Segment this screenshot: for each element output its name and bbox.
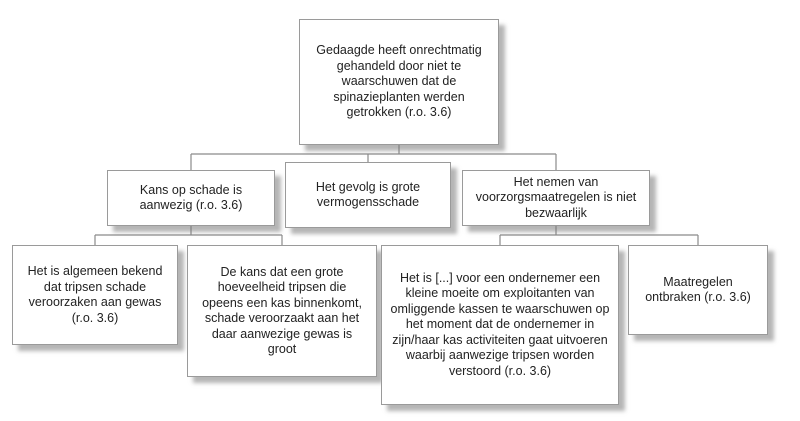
- node-gevolg: [285, 162, 451, 228]
- node-kans-op-schade-text: Kans op schade is aanwezig (r.o. 3.6): [139, 182, 243, 212]
- node-kleine-moeite-text: Het is [...] voor een ondernemer een kleine moeite om exploitanten van omliggende kassen te waarschuwen op het moment dat de ondernemer in zijn/haar kas activiteiten gaat uitvoeren waarbij aanwezige tripsen worden verstoord (r.o. 3.6): [390, 270, 610, 378]
- node-algemeen-bekend: [12, 245, 178, 345]
- node-maatregelen-ontbraken: [628, 245, 768, 335]
- node-kans-op-schade: [107, 170, 275, 226]
- node-algemeen-bekend-text: Het is algemeen bekend dat tripsen schade veroorzaken aan gewas (r.o. 3.6): [27, 264, 163, 325]
- node-kleine-moeite: [381, 245, 619, 405]
- node-gevolg-text: Het gevolg is grote vermogensschade: [315, 179, 421, 209]
- node-kans-tripsen-text: De kans dat een grote hoeveelheid tripsen die opeens een kas binnenkomt, schade veroorzaakt aan het daar aanwezige gewas is groot: [202, 264, 362, 356]
- node-kans-tripsen: [187, 245, 377, 377]
- root-node: [299, 19, 499, 145]
- node-maatregelen-ontbraken-text: Maatregelen ontbraken (r.o. 3.6): [645, 274, 751, 304]
- node-voorzorgsmaatregelen: [462, 170, 650, 226]
- node-voorzorgsmaatregelen-text: Het nemen van voorzorgsmaatregelen is niet bezwaarlijk: [475, 174, 637, 220]
- root-node-text: Gedaagde heeft onrechtmatig gehandeld door niet te waarschuwen dat de spinazieplanten werden getrokken (r.o. 3.6): [316, 43, 482, 120]
